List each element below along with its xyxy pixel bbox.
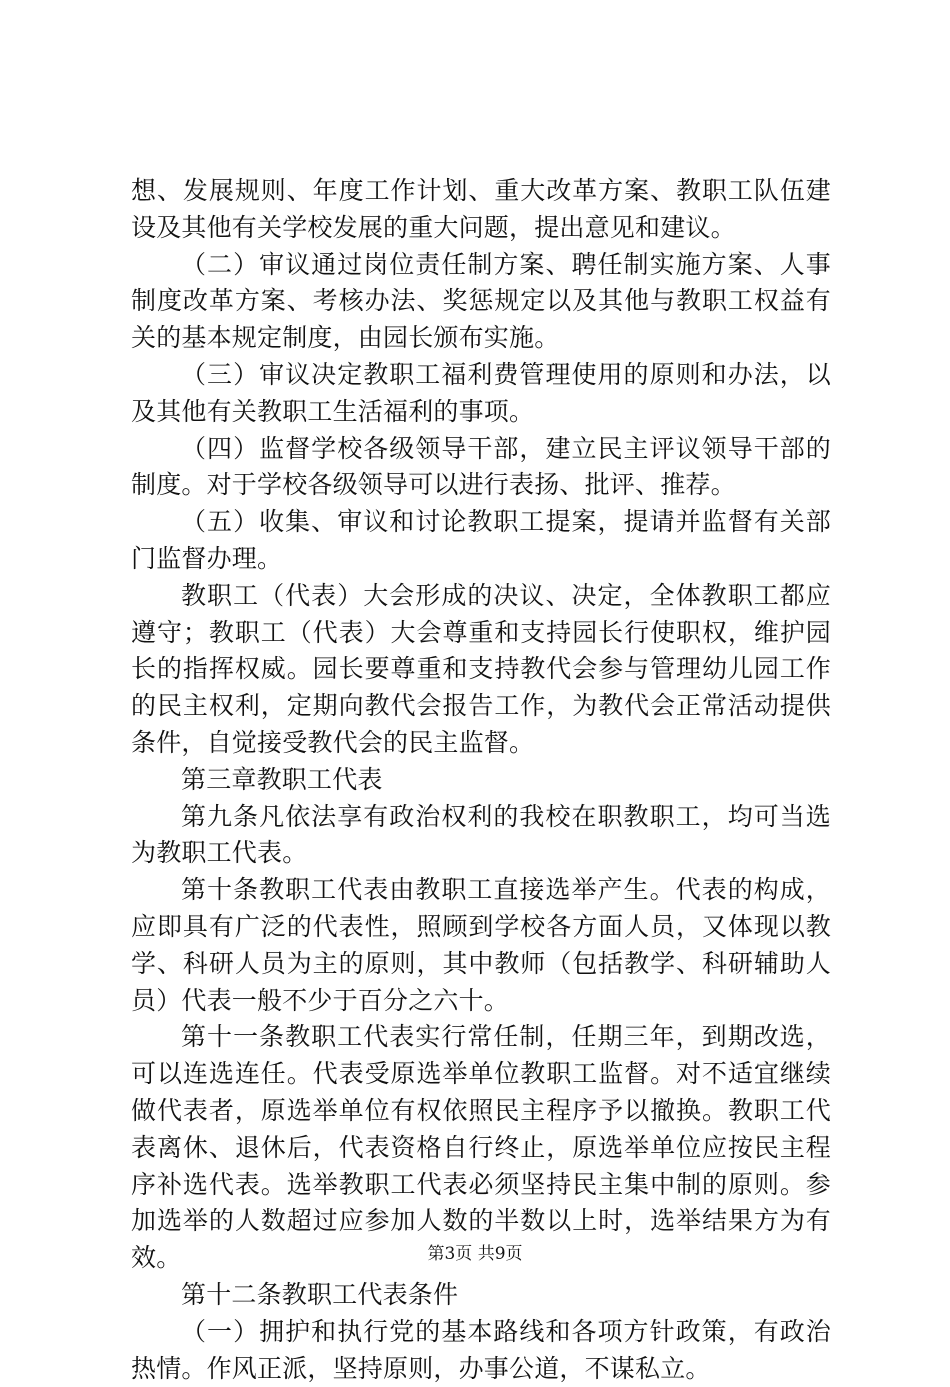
text-line: 为教职工代表。 bbox=[131, 835, 831, 872]
text-line: 制度。对于学校各级领导可以进行表扬、批评、推荐。 bbox=[131, 467, 831, 504]
text-line: 可以连选连任。代表受原选举单位教职工监督。对不适宜继续 bbox=[131, 1056, 831, 1093]
text-line: 关的基本规定制度，由园长颁布实施。 bbox=[131, 320, 831, 357]
text-line: 加选举的人数超过应参加人数的半数以上时，选举结果方为有 bbox=[131, 1203, 831, 1240]
text-line: 效。 bbox=[131, 1240, 831, 1277]
text-line: 第十二条教职工代表条件 bbox=[131, 1277, 831, 1314]
text-line: 第三章教职工代表 bbox=[131, 762, 831, 799]
text-line: 长的指挥权威。园长要尊重和支持教代会参与管理幼儿园工作 bbox=[131, 651, 831, 688]
text-line: 门监督办理。 bbox=[131, 541, 831, 578]
text-line: 教职工（代表）大会形成的决议、决定，全体教职工都应 bbox=[131, 578, 831, 615]
text-line: （五）收集、审议和讨论教职工提案，提请并监督有关部 bbox=[131, 504, 831, 541]
text-line: 设及其他有关学校发展的重大问题，提出意见和建议。 bbox=[131, 210, 831, 247]
text-line: 员）代表一般不少于百分之六十。 bbox=[131, 983, 831, 1020]
text-line: 第十一条教职工代表实行常任制，任期三年，到期改选， bbox=[131, 1019, 831, 1056]
text-line: （二）审议通过岗位责任制方案、聘任制实施方案、人事 bbox=[131, 247, 831, 284]
text-line: （四）监督学校各级领导干部，建立民主评议领导干部的 bbox=[131, 431, 831, 468]
text-line: 序补选代表。选举教职工代表必须坚持民主集中制的原则。参 bbox=[131, 1167, 831, 1204]
text-line: 表离休、退休后，代表资格自行终止，原选举单位应按民主程 bbox=[131, 1130, 831, 1167]
text-line: 应即具有广泛的代表性，照顾到学校各方面人员，又体现以教 bbox=[131, 909, 831, 946]
text-line: 及其他有关教职工生活福利的事项。 bbox=[131, 394, 831, 431]
text-line: 第九条凡依法享有政治权利的我校在职教职工，均可当选 bbox=[131, 799, 831, 836]
text-line: （一）拥护和执行党的基本路线和各项方针政策，有政治 bbox=[131, 1314, 831, 1351]
text-line: 第十条教职工代表由教职工直接选举产生。代表的构成， bbox=[131, 872, 831, 909]
text-line: 遵守；教职工（代表）大会尊重和支持园长行使职权，维护园 bbox=[131, 615, 831, 652]
text-line: 的民主权利，定期向教代会报告工作，为教代会正常活动提供 bbox=[131, 688, 831, 725]
text-line: 做代表者，原选举单位有权依照民主程序予以撤换。教职工代 bbox=[131, 1093, 831, 1130]
text-line: （三）审议决定教职工福利费管理使用的原则和办法，以 bbox=[131, 357, 831, 394]
document-body bbox=[131, 173, 831, 1387]
text-line: 条件，自觉接受教代会的民主监督。 bbox=[131, 725, 831, 762]
text-line: 制度改革方案、考核办法、奖惩规定以及其他与教职工权益有 bbox=[131, 283, 831, 320]
page-footer: 第3页 共9页 bbox=[0, 1243, 950, 1265]
text-line: 学、科研人员为主的原则，其中教师（包括教学、科研辅助人 bbox=[131, 946, 831, 983]
text-line: 热情。作风正派，坚持原则，办事公道，不谋私立。 bbox=[131, 1351, 831, 1387]
text-line: 想、发展规则、年度工作计划、重大改革方案、教职工队伍建 bbox=[131, 173, 831, 210]
